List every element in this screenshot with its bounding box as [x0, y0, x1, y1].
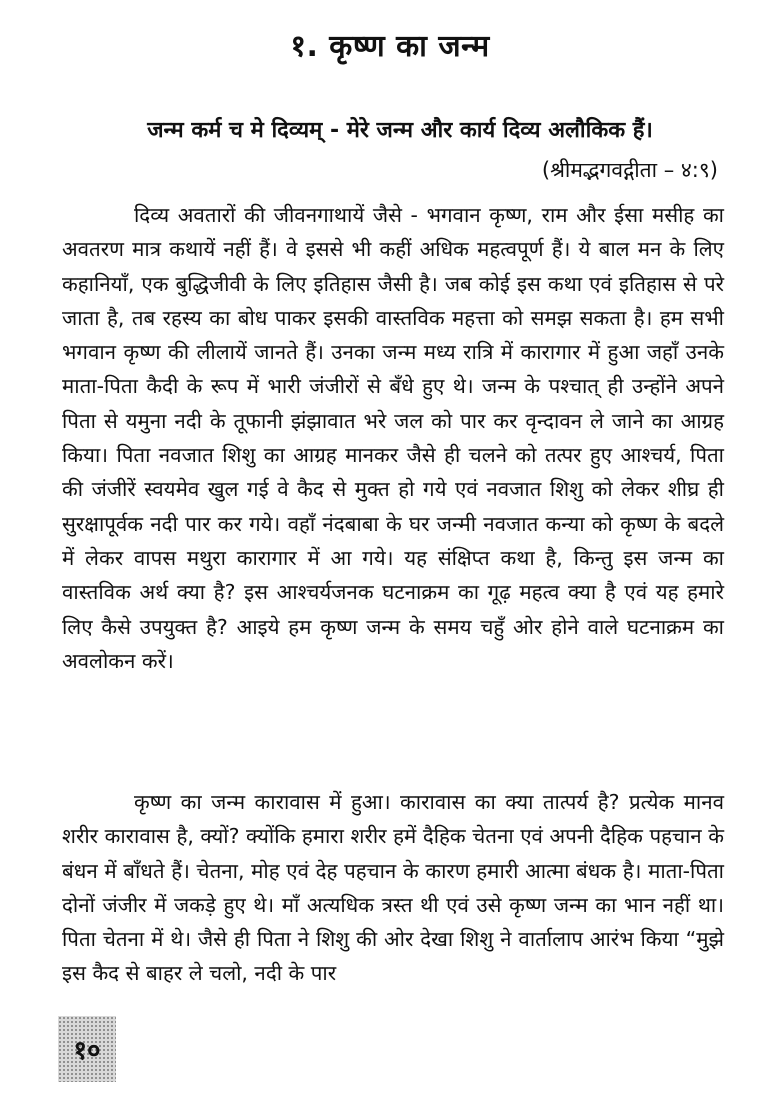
epigraph-citation: (श्रीमद्भगवद्गीता – ४:९) [541, 158, 718, 182]
chapter-title: १. कृष्ण का जन्म [290, 29, 490, 64]
page-number: १० [73, 1036, 101, 1066]
body-paragraph-1: दिव्य अवतारों की जीवनगाथायें जैसे - भगवान कृष्ण, राम और ईसा मसीह का अवतरण मात्र कथायें नहीं हैं। वे इससे भी कहीं अधिक महत्वपूर्ण हैं। ये बाल मन के लिए कहानियाँ, एक बुद्धिजीवी के लिए इतिहास जैसी है। जब कोई इस कथा एवं इतिहास से परे जाता है, तब रहस्य का बोध पाकर इसकी वास्तविक महत्ता को समझ सकता है। हम सभी भगवान कृष्ण की लीलायें जानते हैं। उनका जन्म मध्य रात्रि में कारागार में हुआ जहाँ उनके माता-पिता कैदी के रूप में भारी जंजीरों से बँधे हुए थे। जन्म के पश्चात् ही उन्होंने अपने पिता से यमुना नदी के तूफानी झंझावात भरे जल को पार कर वृन्दावन ले जाने का आग्रह किया। पिता नवजात शिशु का आग्रह मानकर जैसे ही चलने को तत्पर हुए आश्चर्य, पिता की जंजीरें स्वयमेव खुल गई वे कैद से मुक्त हो गये एवं नवजात शिशु को लेकर शीघ्र ही सुरक्षापूर्वक नदी पार कर गये। वहाँ नंदबाबा के घर जन्मी नवजात कन्या को कृष्ण के बदले में लेकर वापस मथुरा कारागार में आ गये। यह संक्षिप्त कथा है, किन्तु इस जन्म का वास्तविक अर्थ क्या है? इस आश्चर्यजनक घटनाक्रम का गूढ़ महत्व क्या है एवं यह हमारे लिए कैसे उपयुक्त है? आइये हम कृष्ण जन्म के समय चहुँ ओर होने वाले घटनाक्रम का अवलोकन करें। [62, 203, 724, 673]
epigraph-quote: जन्म कर्म च मे दिव्यम् - मेरे जन्म और कार्य दिव्य अलौकिक हैं। [147, 118, 653, 143]
body-paragraph-2: कृष्ण का जन्म कारावास में हुआ। कारावास का क्या तात्पर्य है? प्रत्येक मानव शरीर कारावास है, क्यों? क्योंकि हमारा शरीर हमें दैहिक चेतना एवं अपनी दैहिक पहचान के बंधन में बाँधते हैं। चेतना, मोह एवं देह पहचान के कारण हमारी आत्मा बंधक है। माता-पिता दोनों जंजीर में जकड़े हुए थे। माँ अत्यधिक त्रस्त थी एवं उसे कृष्ण जन्म का भान नहीं था। पिता चेतना में थे। जैसे ही पिता ने शिशु की ओर देखा शिशु ने वार्तालाप आरंभ किया “मुझे इस कैद से बाहर ले चलो, नदी के पार [62, 790, 724, 986]
page-number-box [58, 1016, 116, 1082]
